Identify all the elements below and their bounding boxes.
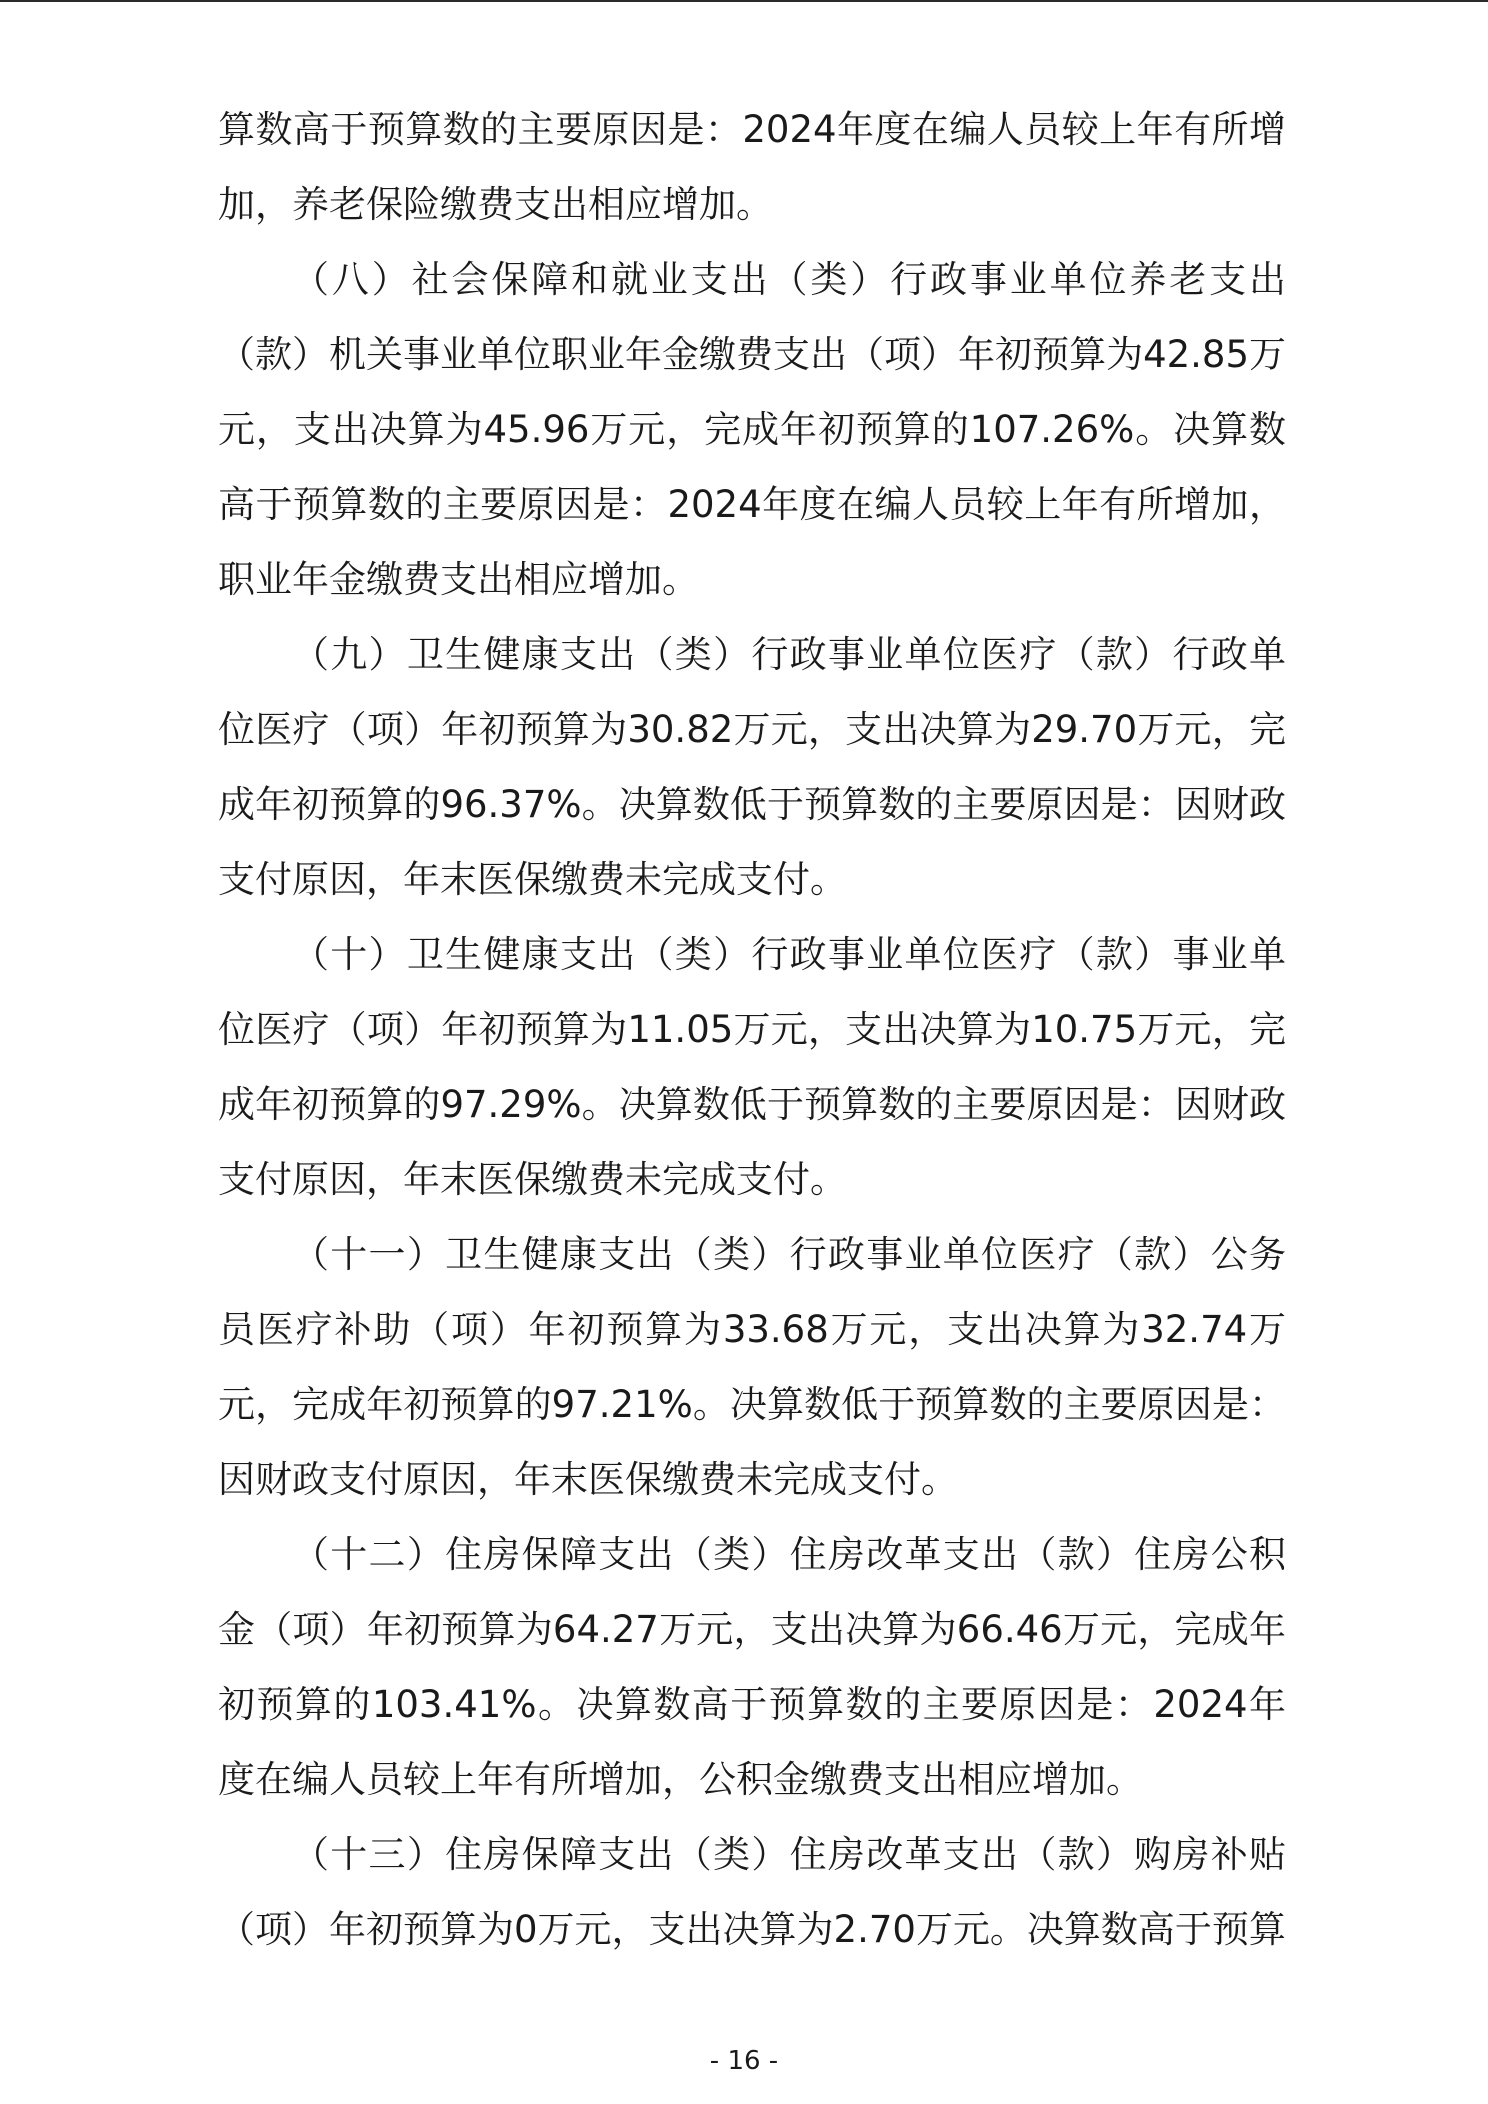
document-body — [218, 92, 1286, 1967]
top-border-line — [0, 0, 1488, 2]
paragraph-item-10: （十）卫生健康支出（类）行政事业单位医疗（款）事业单位医疗（项）年初预算为11.05万元，支出决算为10.75万元，完成年初预算的97.29%。决算数低于预算数的主要原因是：因财政支付原因，年末医保缴费未完成支付。 — [218, 933, 1286, 1201]
paragraph-item-13: （十三）住房保障支出（类）住房改革支出（款）购房补贴（项）年初预算为0万元，支出决算为2.70万元。决算数高于预算 — [218, 1833, 1286, 1951]
paragraph-item-11: （十一）卫生健康支出（类）行政事业单位医疗（款）公务员医疗补助（项）年初预算为33.68万元，支出决算为32.74万元，完成年初预算的97.21%。决算数低于预算数的主要原因是：因财政支付原因，年末医保缴费未完成支付。 — [218, 1233, 1286, 1501]
paragraph-item-8: （八）社会保障和就业支出（类）行政事业单位养老支出（款）机关事业单位职业年金缴费支出（项）年初预算为42.85万元，支出决算为45.96万元，完成年初预算的107.26%。决算数高于预算数的主要原因是：2024年度在编人员较上年有所增加，职业年金缴费支出相应增加。 — [218, 258, 1286, 601]
page-number: - 16 - — [709, 2046, 779, 2076]
paragraph-item-12: （十二）住房保障支出（类）住房改革支出（款）住房公积金（项）年初预算为64.27万元，支出决算为66.46万元，完成年初预算的103.41%。决算数高于预算数的主要原因是：2024年度在编人员较上年有所增加，公积金缴费支出相应增加。 — [218, 1533, 1286, 1801]
paragraph-continuation: 算数高于预算数的主要原因是：2024年度在编人员较上年有所增加，养老保险缴费支出相应增加。 — [218, 108, 1286, 226]
paragraph-item-9: （九）卫生健康支出（类）行政事业单位医疗（款）行政单位医疗（项）年初预算为30.82万元，支出决算为29.70万元，完成年初预算的96.37%。决算数低于预算数的主要原因是：因财政支付原因，年末医保缴费未完成支付。 — [218, 633, 1286, 901]
